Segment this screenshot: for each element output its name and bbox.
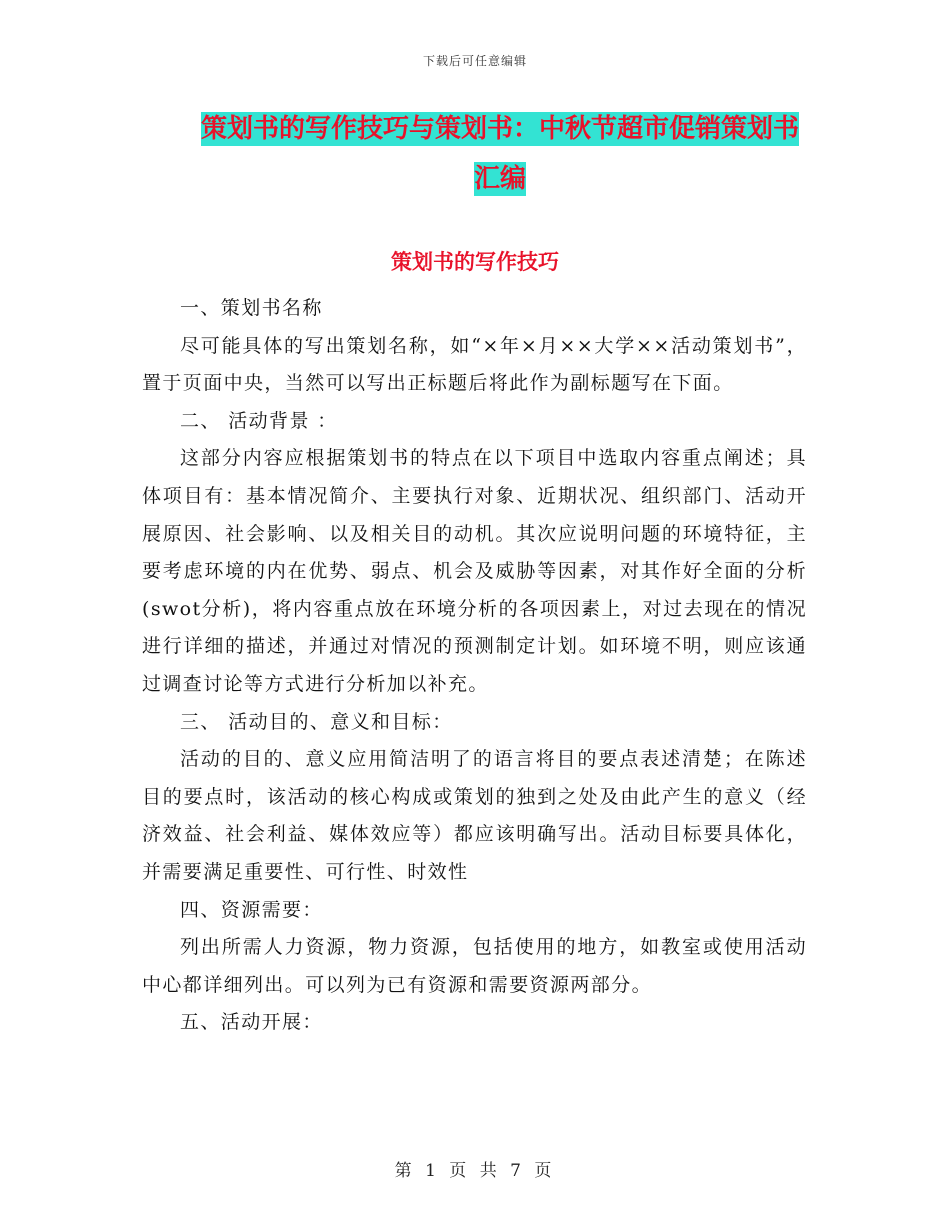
paragraph: 尽可能具体的写出策划名称，如“×年×月××大学××活动策划书”，置于页面中央，当然可以写出正标题后将此作为副标题写在下面。 bbox=[142, 334, 807, 395]
heading-resources-item: 四、资源需要： bbox=[180, 898, 323, 921]
paragraph: 列出所需人力资源，物力资源，包括使用的地方，如教室或使用活动中心都详细列出。可以列为已有资源和需要资源两部分。 bbox=[142, 936, 807, 996]
document-body bbox=[142, 290, 807, 1042]
heading-purpose-item: 三、 活动目的、意义和目标： bbox=[180, 710, 453, 733]
page-footer: 第 1 页 共 7 页 bbox=[394, 1161, 556, 1181]
document-title bbox=[150, 104, 850, 204]
heading-background-item: 二、 活动背景 ： bbox=[180, 409, 338, 432]
section-heading: 策划书的写作技巧 bbox=[391, 249, 559, 274]
page-header: 下载后可任意编辑 bbox=[422, 54, 527, 68]
document-title-line-1: 策划书的写作技巧与策划书：中秋节超市促销策划书 bbox=[200, 114, 799, 144]
paragraph: 这部分内容应根据策划书的特点在以下项目中选取内容重点阐述；具体项目有：基本情况简介、主要执行对象、近期状况、组织部门、活动开展原因、社会影响、以及相关目的动机。其次应说明问题的环境特征，主要考虑环境的内在优势、弱点、机会及威胁等因素，对其作好全面的分析(swot分析)，将内容重点放在环境分析的各项因素上，对过去现在的情况进行详细的描述，并通过对情况的预测制定计划。如环境不明，则应该通过调查讨论等方式进行分析加以补充。 bbox=[142, 447, 807, 695]
heading-activity-item: 五、活动开展： bbox=[180, 1011, 323, 1034]
heading-title-item: 一、策划书名称 bbox=[180, 297, 323, 319]
document-title-line-2: 汇编 bbox=[473, 164, 526, 194]
paragraph: 活动的目的、意义应用简洁明了的语言将目的要点表述清楚；在陈述目的要点时，该活动的核心构成或策划的独到之处及由此产生的意义（经济效益、社会利益、媒体效应等）都应该明确写出。活动目标要具体化，并需要满足重要性、可行性、时效性 bbox=[142, 748, 807, 883]
